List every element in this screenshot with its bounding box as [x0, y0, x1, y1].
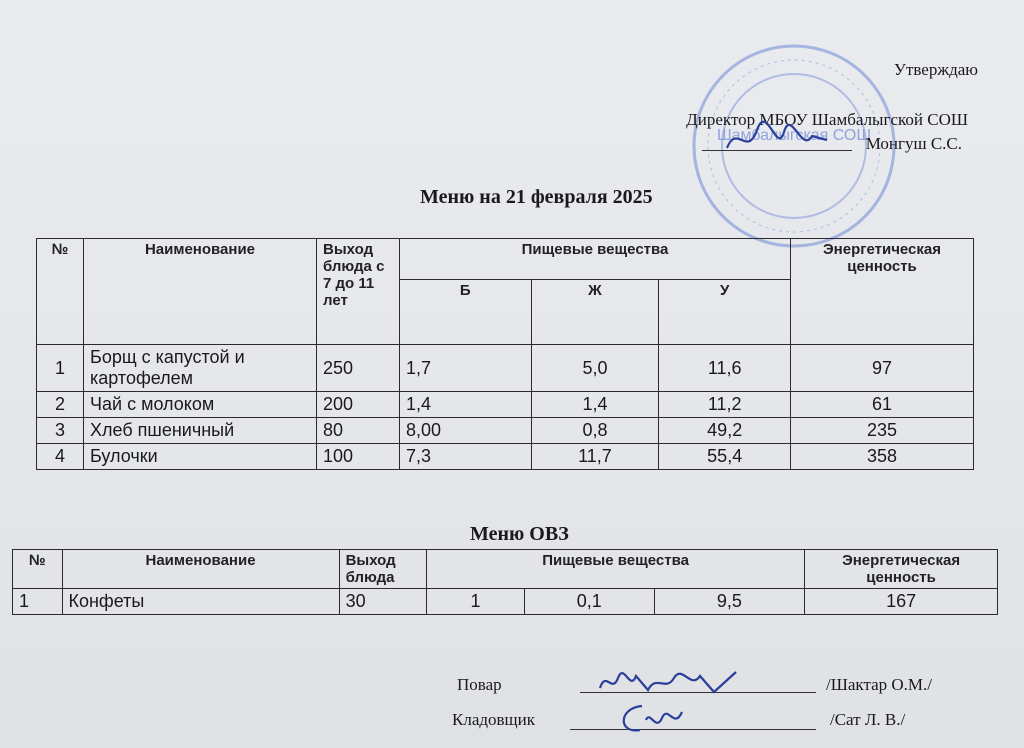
- table-row: [37, 392, 974, 418]
- menu-table: [36, 238, 974, 470]
- storekeeper-label: Кладовщик: [452, 710, 535, 729]
- col-output: Выход блюда с 7 до 11 лет: [317, 239, 400, 345]
- row-output: 100: [317, 444, 400, 470]
- row-num: 1: [37, 345, 84, 392]
- approval-name: Монгуш С.С.: [865, 134, 962, 153]
- col-b: Б: [400, 280, 532, 345]
- row-name: Чай с молоком: [84, 392, 317, 418]
- row-zh: 0,1: [524, 589, 654, 615]
- row-b: 8,00: [400, 418, 532, 444]
- table-row: [13, 589, 998, 615]
- col-nutrients: Пищевые вещества: [400, 239, 791, 280]
- row-num: 1: [13, 589, 63, 615]
- row-energy: 97: [791, 345, 974, 392]
- row-output: 200: [317, 392, 400, 418]
- row-u: 55,4: [659, 444, 791, 470]
- row-output: 30: [339, 589, 426, 615]
- row-num: 4: [37, 444, 84, 470]
- col-energy: Энергетическая ценность: [805, 550, 998, 589]
- director-signature: [722, 118, 832, 162]
- row-num: 2: [37, 392, 84, 418]
- row-zh: 0,8: [531, 418, 659, 444]
- row-name: Булочки: [84, 444, 317, 470]
- stamp-text: Шамбалыгская СОШ: [716, 127, 872, 144]
- col-output: Выход блюда: [339, 550, 426, 589]
- row-b: 1: [427, 589, 525, 615]
- storekeeper-signature: [612, 700, 692, 738]
- storekeeper-name: /Сат Л. В./: [830, 710, 906, 729]
- ovz-title: Меню ОВЗ: [470, 523, 569, 545]
- row-u: 11,2: [659, 392, 791, 418]
- col-num: №: [13, 550, 63, 589]
- row-b: 1,7: [400, 345, 532, 392]
- row-u: 49,2: [659, 418, 791, 444]
- row-output: 250: [317, 345, 400, 392]
- row-energy: 167: [805, 589, 998, 615]
- col-name: Наименование: [84, 239, 317, 345]
- col-u: У: [659, 280, 791, 345]
- cook-label: Повар: [457, 675, 502, 694]
- cook-signature: [596, 664, 746, 700]
- row-zh: 1,4: [531, 392, 659, 418]
- row-zh: 5,0: [531, 345, 659, 392]
- row-num: 3: [37, 418, 84, 444]
- table-row: [37, 418, 974, 444]
- col-num: №: [37, 239, 84, 345]
- storekeeper-sign-line: [570, 729, 816, 730]
- cook-name: /Шактар О.М./: [826, 675, 933, 694]
- ovz-table: [12, 549, 998, 615]
- approval-director: Директор МБОУ Шамбалыгской СОШ: [686, 110, 968, 129]
- menu-title: Меню на 21 февраля 2025: [420, 186, 653, 208]
- table-row: [37, 345, 974, 392]
- col-nutrients: Пищевые вещества: [427, 550, 805, 589]
- table-row: [37, 444, 974, 470]
- row-energy: 358: [791, 444, 974, 470]
- col-zh: Ж: [531, 280, 659, 345]
- col-name: Наименование: [62, 550, 339, 589]
- row-u: 9,5: [654, 589, 805, 615]
- row-name: Борщ с капустой и картофелем: [84, 345, 317, 392]
- row-output: 80: [317, 418, 400, 444]
- row-zh: 11,7: [531, 444, 659, 470]
- row-energy: 61: [791, 392, 974, 418]
- row-b: 7,3: [400, 444, 532, 470]
- row-b: 1,4: [400, 392, 532, 418]
- col-energy: Энергетическая ценность: [791, 239, 974, 345]
- row-name: Конфеты: [62, 589, 339, 615]
- approval-word: Утверждаю: [893, 60, 978, 79]
- row-u: 11,6: [659, 345, 791, 392]
- row-energy: 235: [791, 418, 974, 444]
- row-name: Хлеб пшеничный: [84, 418, 317, 444]
